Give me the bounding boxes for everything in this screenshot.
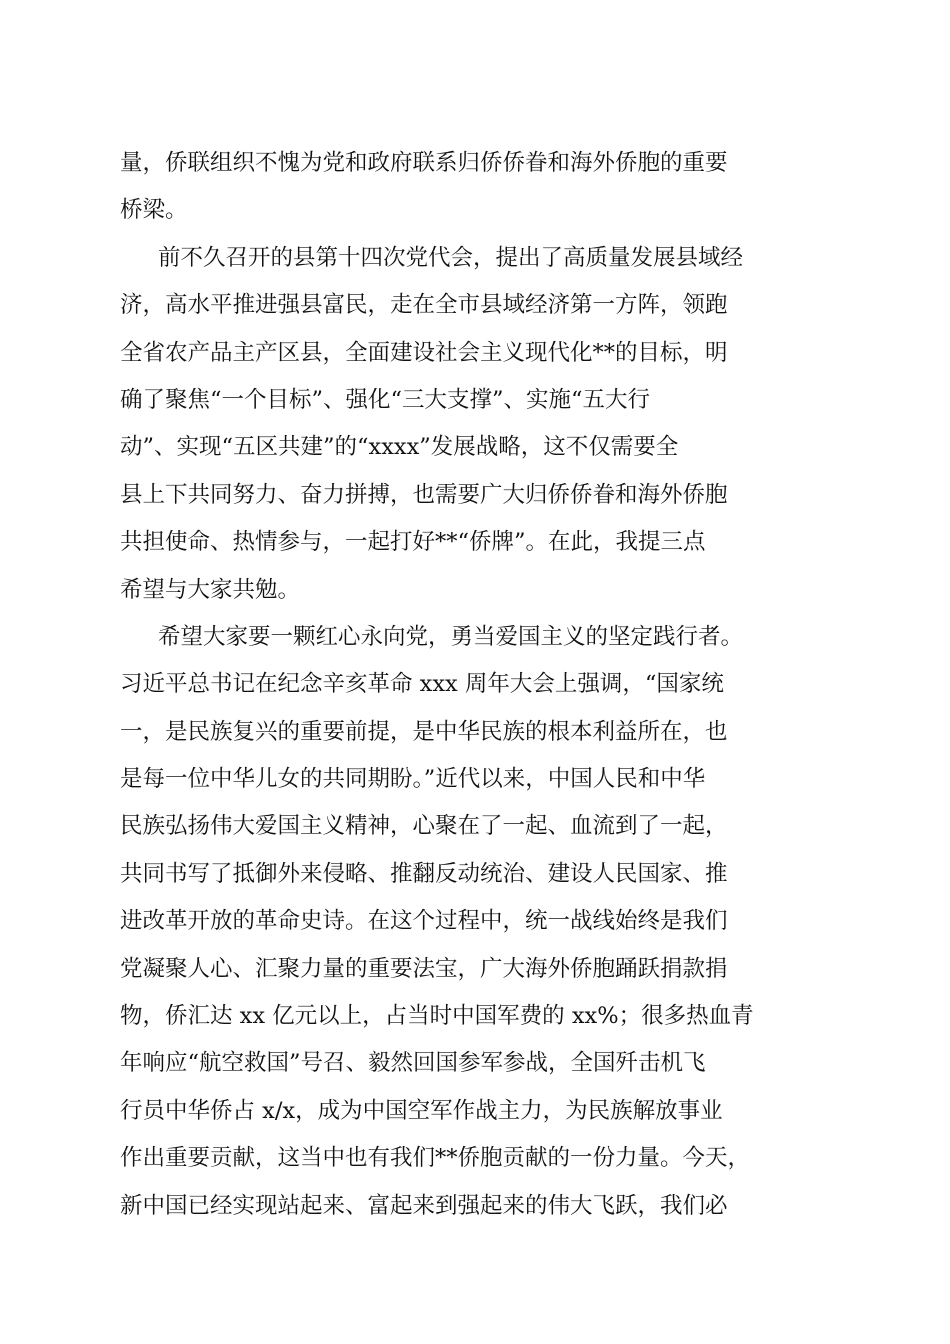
text-line: 桥梁。 [120, 197, 188, 224]
text-line: 年响应“航空救国”号召、毅然回国参军参战，全国歼击机飞 [120, 1050, 706, 1077]
paragraph-start-line: 前不久召开的县第十四次党代会，提出了高质量发展县域经 [158, 244, 744, 271]
text-line: 量，侨联组织不愧为党和政府联系归侨侨眷和海外侨胞的重要 [120, 150, 728, 176]
text-line: 共同书写了抵御外来侵略、推翻反动统治、建设人民国家、推 [120, 860, 728, 887]
text-line: 共担使命、热情参与，一起打好**“侨牌”。在此，我提三点 [120, 529, 706, 556]
text-line: 行员中华侨占 x/x，成为中国空军作战主力，为民族解放事业 [120, 1097, 723, 1124]
text-line: 党凝聚人心、汇聚力量的重要法宝，广大海外侨胞踊跃捐款捐 [120, 955, 728, 982]
text-line: 作出重要贡献，这当中也有我们**侨胞贡献的一份力量。今天， [120, 1145, 751, 1172]
text-line: 物，侨汇达 xx 亿元以上，占当时中国军费的 xx%；很多热血青 [120, 1003, 754, 1030]
text-line: 是每一位中华儿女的共同期盼。”近代以来，中国人民和中华 [120, 766, 706, 793]
body-text [120, 140, 830, 1230]
text-line: 希望与大家共勉。 [120, 576, 301, 603]
text-line: 县上下共同努力、奋力拼搏，也需要广大归侨侨眷和海外侨胞 [120, 481, 728, 508]
text-line: 进改革开放的革命史诗。在这个过程中，统一战线始终是我们 [120, 908, 728, 935]
text-line: 济，高水平推进强县富民，走在全市县域经济第一方阵，领跑 [120, 292, 728, 319]
text-line: 民族弘扬伟大爱国主义精神，心聚在了一起、血流到了一起， [120, 813, 728, 840]
text-line: 确了聚焦“一个目标”、强化“三大支撑”、实施“五大行 [120, 386, 651, 413]
text-line: 一，是民族复兴的重要前提，是中华民族的根本利益所在，也 [120, 718, 728, 745]
text-line: 动”、实现“五区共建”的“xxxx”发展战略，这不仅需要全 [120, 434, 679, 461]
text-line: 新中国已经实现站起来、富起来到强起来的伟大飞跃，我们必 [120, 1192, 728, 1219]
text-line: 习近平总书记在纪念辛亥革命 xxx 周年大会上强调，“国家统 [120, 671, 724, 698]
paragraph-start-line: 希望大家要一颗红心永向党，勇当爱国主义的坚定践行者。 [158, 623, 744, 650]
text-line: 全省农产品主产区县，全面建设社会主义现代化**的目标，明 [120, 339, 728, 366]
